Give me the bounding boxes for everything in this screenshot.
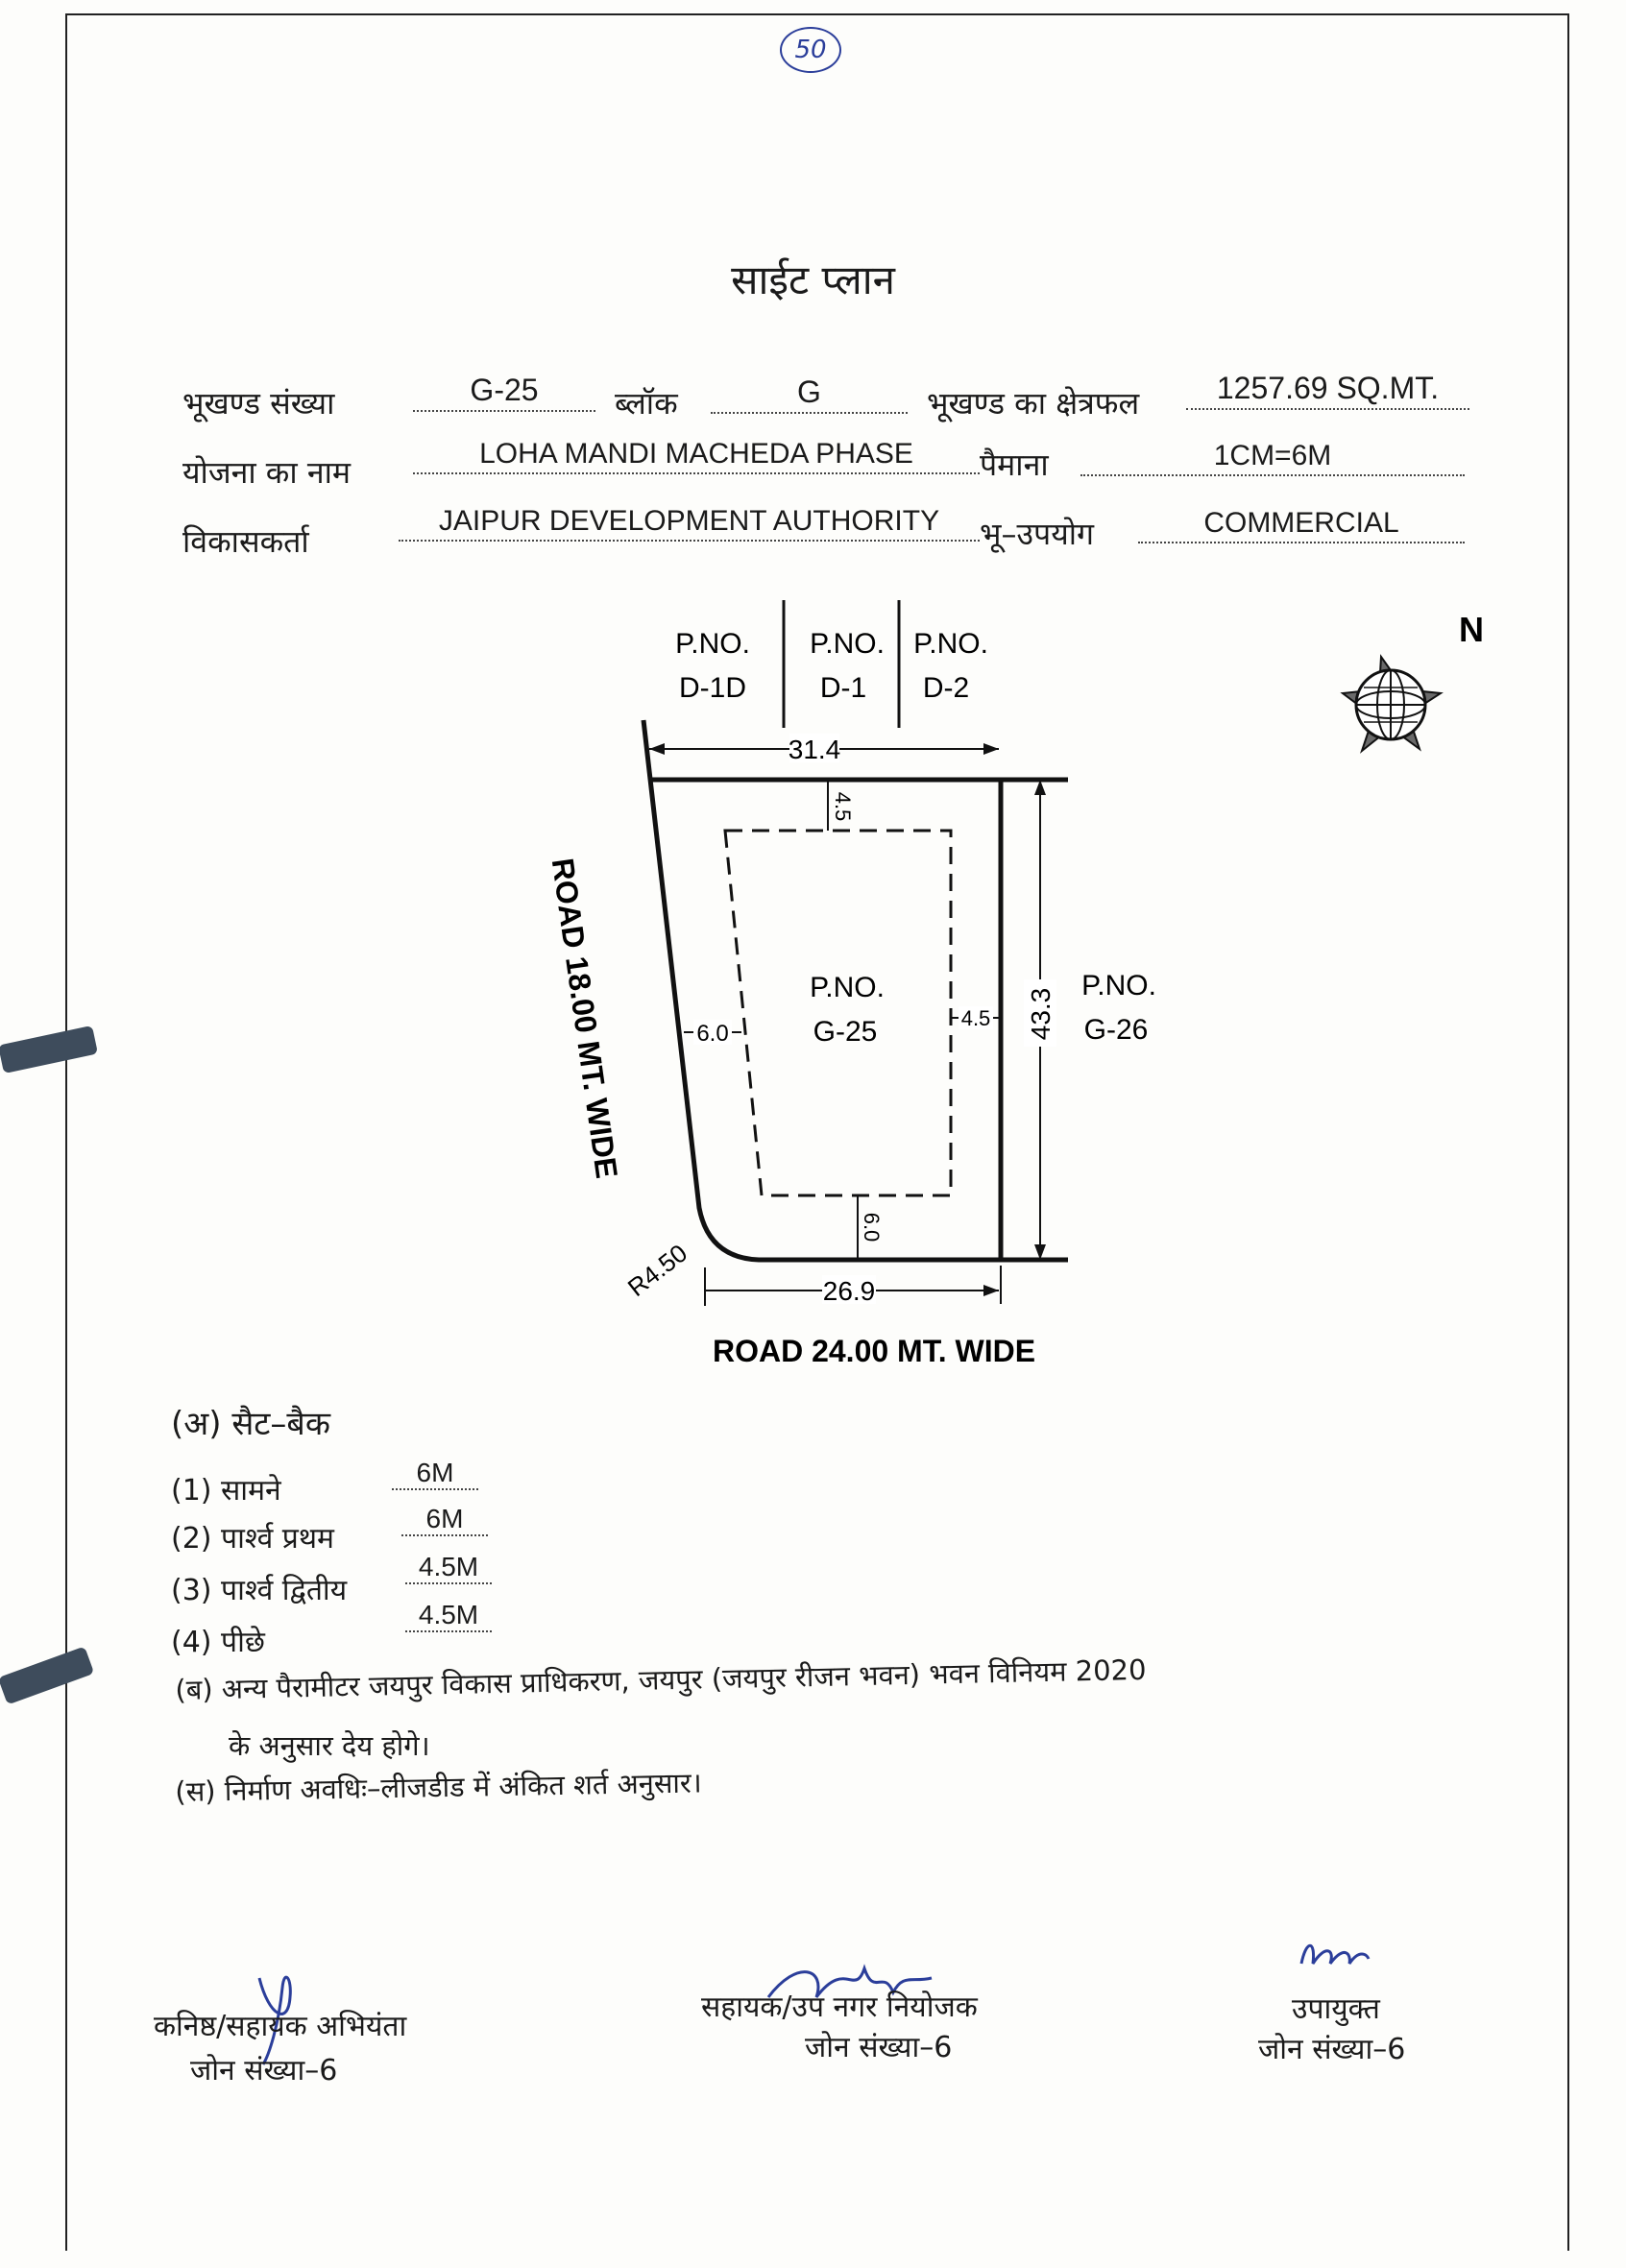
setback-item-value-4: 4.5M — [405, 1600, 492, 1632]
road-south-label: ROAD 24.00 MT. WIDE — [712, 1334, 1036, 1368]
setback-item-label-3: (3) पार्श्व द्वितीय — [171, 1574, 348, 1607]
corner-radius-label: R4.50 — [621, 1238, 693, 1303]
neighbor-d1-label-1: P.NO. — [810, 628, 885, 660]
setback-item-label-1: (1) सामने — [171, 1474, 281, 1508]
neighbor-d2-label-2: D-2 — [922, 672, 970, 704]
scale-value: 1CM=6M — [1080, 440, 1465, 476]
setback-heading: (अ) सैट–बैक — [171, 1405, 330, 1443]
block-label: ब्लॉक — [615, 385, 678, 422]
block-value: G — [711, 374, 908, 414]
scheme-label: योजना का नाम — [182, 454, 352, 491]
signature-zone-1: जोन संख्या–6 — [190, 2054, 338, 2087]
page-number-stamp: 50 — [780, 27, 841, 73]
plot-label-2: G-25 — [813, 1016, 878, 1048]
landuse-label: भू–उपयोग — [980, 516, 1095, 552]
scheme-value: LOHA MANDI MACHEDA PHASE — [413, 438, 980, 474]
neighbor-d1-label-2: D-1 — [819, 672, 867, 704]
signature-zone-2: जोन संख्या–6 — [805, 2031, 953, 2064]
setback-left: 6.0 — [696, 1021, 729, 1047]
neighbor-d1d-label-1: P.NO. — [675, 628, 750, 660]
setback-item-value-3: 4.5M — [405, 1552, 492, 1584]
scale-label: पैमाना — [980, 446, 1049, 483]
plot-label-1: P.NO. — [810, 972, 885, 1003]
setback-item-value-1: 6M — [392, 1458, 478, 1490]
note-c-line: (स) निर्माण अवधिः–लीजडीड में अंकित शर्त अनुसार। — [175, 1766, 703, 1808]
plot-no-label: भूखण्ड संख्या — [182, 385, 335, 422]
dim-right: 43.3 — [1026, 987, 1056, 1041]
plot-no-value: G-25 — [413, 373, 595, 412]
dim-bottom: 26.9 — [822, 1276, 876, 1306]
area-label: भूखण्ड का क्षेत्रफल — [927, 385, 1140, 422]
setback-right: 4.5 — [960, 1006, 991, 1030]
signature-mark-3 — [1292, 1930, 1388, 1978]
setback-item-value-2: 6M — [401, 1504, 488, 1536]
signature-title-1: कनिष्ठ/सहायक अभियंता — [154, 2010, 407, 2043]
landuse-value: COMMERCIAL — [1138, 507, 1465, 543]
page-title: साईट प्लान — [731, 256, 895, 303]
road-west-label: ROAD 18.00 MT. WIDE — [545, 856, 625, 1181]
note-b-line-2: के अनुसार देय होगे। — [229, 1729, 430, 1762]
east-neighbor-label-2: G-26 — [1083, 1014, 1149, 1046]
setback-bottom: 6.0 — [860, 1212, 884, 1243]
neighbor-d2-label-1: P.NO. — [913, 628, 988, 660]
neighbor-d1d-label-2: D-1D — [678, 672, 747, 704]
setback-top: 4.5 — [831, 791, 855, 822]
setback-item-label-2: (2) पार्श्व प्रथम — [171, 1522, 334, 1556]
building-line — [725, 831, 951, 1195]
east-neighbor-label-1: P.NO. — [1081, 970, 1156, 1001]
developer-value: JAIPUR DEVELOPMENT AUTHORITY — [399, 505, 980, 542]
north-compass-icon — [1343, 657, 1441, 751]
north-label: N — [1459, 610, 1484, 649]
signature-title-2: सहायक/उप नगर नियोजक — [701, 1991, 978, 2024]
developer-label: विकासकर्ता — [182, 523, 309, 560]
signature-zone-3: जोन संख्या–6 — [1258, 2033, 1406, 2066]
dim-top: 31.4 — [788, 735, 841, 764]
area-value: 1257.69 SQ.MT. — [1186, 371, 1469, 410]
signature-title-3: उपायुक्त — [1292, 1992, 1380, 2026]
note-b-line-1: (ब) अन्य पैरामीटर जयपुर विकास प्राधिकरण, जयपुर (जयपुर रीजन भवन) भवन विनियम 2020 — [175, 1653, 1147, 1706]
setback-item-label-4: (4) पीछे — [171, 1626, 265, 1659]
